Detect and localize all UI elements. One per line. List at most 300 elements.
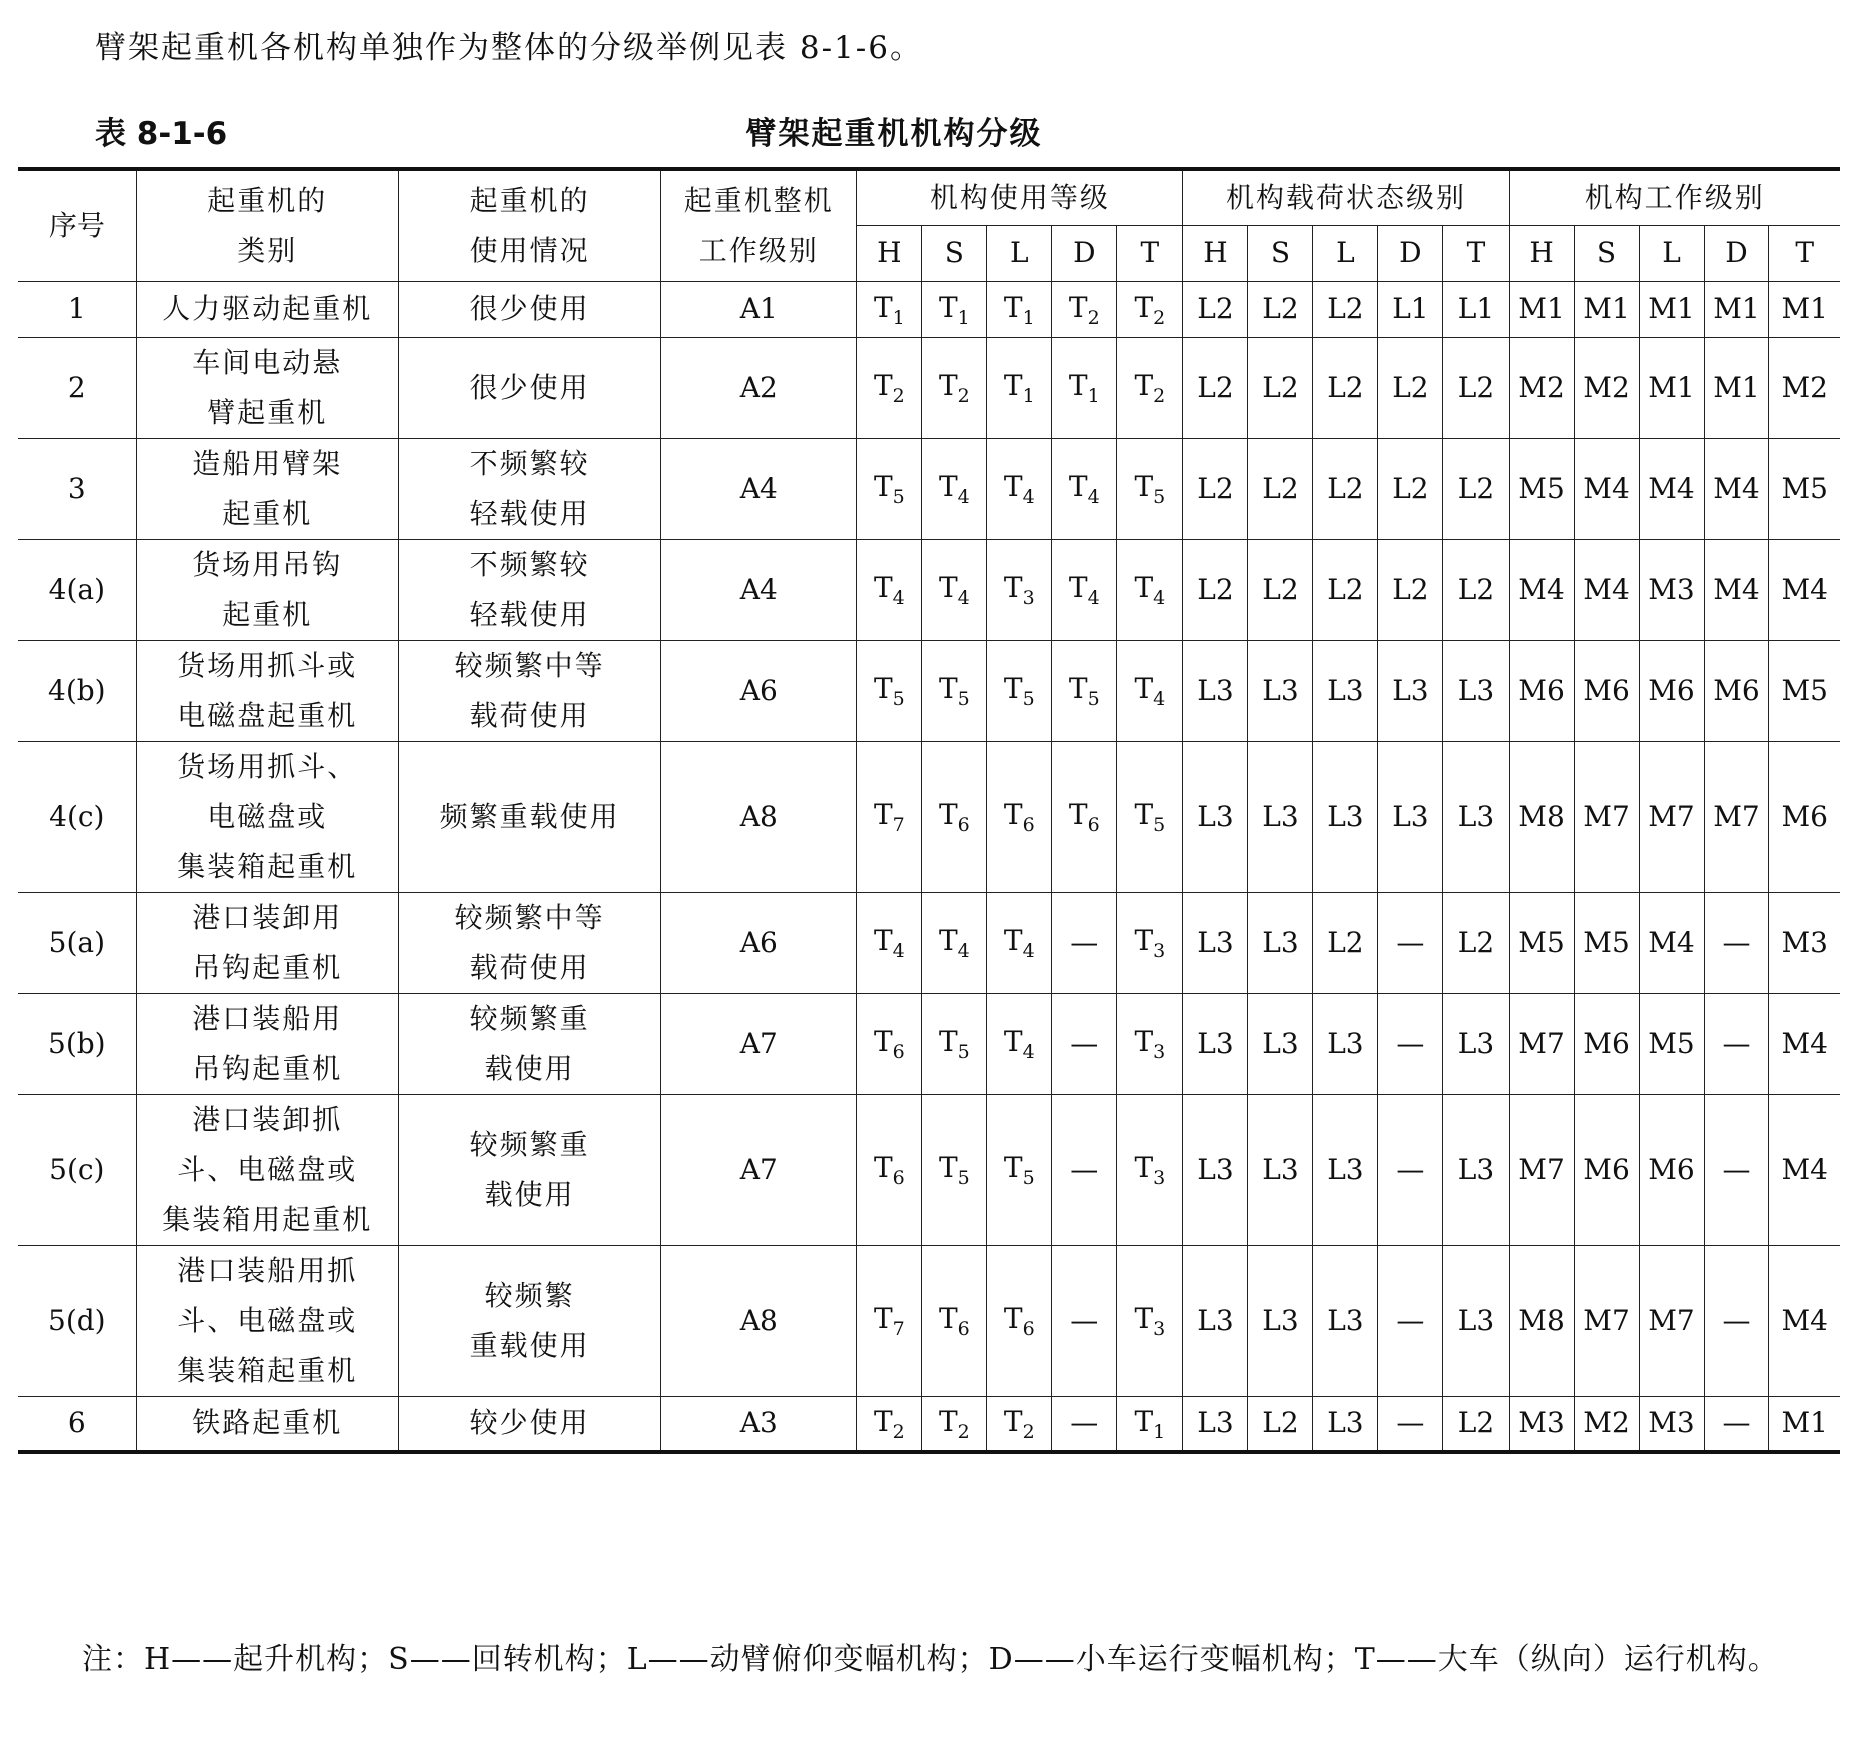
use-class-subscript: 7 <box>892 1318 905 1340</box>
row-use-class <box>987 892 1052 993</box>
table-row <box>18 337 1840 438</box>
row-load-class: L1 <box>1443 281 1509 337</box>
use-class-subscript: 4 <box>1022 940 1035 962</box>
use-class-subscript: 2 <box>1022 1420 1035 1443</box>
row-work-class: M2 <box>1769 337 1840 438</box>
row-work-class: M1 <box>1639 337 1704 438</box>
header-mechanism: S <box>1248 225 1313 281</box>
header-group-load: 机构载荷状态级别 <box>1183 169 1509 225</box>
row-use-class <box>857 337 922 438</box>
use-class-subscript: 6 <box>1022 1318 1035 1340</box>
row-work-class: M8 <box>1509 741 1574 892</box>
row-load-class: L3 <box>1183 640 1248 741</box>
row-usage-line: 较频繁重 <box>469 1127 590 1161</box>
row-category <box>136 640 398 741</box>
row-use-class <box>1052 892 1117 993</box>
use-class-subscript: 4 <box>1087 587 1100 609</box>
row-load-class: — <box>1378 1094 1443 1245</box>
row-seq: 4(c) <box>18 741 136 892</box>
row-category-line: 斗、电磁盘或 <box>177 1152 358 1186</box>
row-usage-line: 不频繁较 <box>469 446 590 480</box>
row-crane-class: A2 <box>661 337 857 438</box>
row-usage-line: 较少使用 <box>469 1406 590 1440</box>
row-use-class <box>922 640 987 741</box>
row-work-class: M4 <box>1639 892 1704 993</box>
use-class-subscript: 4 <box>957 587 970 609</box>
row-load-class: L2 <box>1443 892 1509 993</box>
use-class-letter: T <box>938 290 958 324</box>
header-mechanism: D <box>1378 225 1443 281</box>
row-load-class: L2 <box>1443 1396 1509 1452</box>
row-category-line: 集装箱起重机 <box>177 849 358 883</box>
use-class-subscript: 1 <box>1022 385 1035 407</box>
header-category-line: 类别 <box>237 233 298 267</box>
row-work-class: M8 <box>1509 1245 1574 1396</box>
use-class-subscript: 6 <box>892 1041 905 1063</box>
row-work-class: M3 <box>1639 539 1704 640</box>
row-use-class <box>1117 892 1183 993</box>
row-work-class: M4 <box>1574 438 1639 539</box>
row-work-class: M2 <box>1574 337 1639 438</box>
row-usage <box>398 741 660 892</box>
header-category <box>136 169 398 281</box>
header-mechanism: L <box>1639 225 1704 281</box>
row-work-class: M1 <box>1704 281 1769 337</box>
row-category-line: 港口装卸用 <box>192 900 343 934</box>
row-work-class: M4 <box>1769 1094 1840 1245</box>
row-work-class: M5 <box>1509 438 1574 539</box>
row-category <box>136 337 398 438</box>
row-use-class <box>857 993 922 1094</box>
row-use-class <box>857 741 922 892</box>
row-category-line: 车间电动悬 <box>192 345 343 379</box>
use-class-letter: T <box>1068 290 1088 324</box>
use-class-subscript: 6 <box>892 1167 905 1189</box>
header-mechanism: H <box>857 225 922 281</box>
row-crane-class: A3 <box>661 1396 857 1452</box>
row-load-class: L2 <box>1248 281 1313 337</box>
row-use-class <box>1117 640 1183 741</box>
row-usage <box>398 337 660 438</box>
use-class-letter: T <box>938 1025 958 1058</box>
row-work-class: M3 <box>1509 1396 1574 1452</box>
row-use-class <box>922 281 987 337</box>
row-crane-class: A4 <box>661 539 857 640</box>
use-class-letter: T <box>1003 672 1023 705</box>
row-work-class: M1 <box>1769 1396 1840 1452</box>
use-class-subscript: 4 <box>957 940 970 962</box>
row-work-class: M4 <box>1769 993 1840 1094</box>
use-class-letter: — <box>1070 1152 1099 1186</box>
row-category-line: 集装箱起重机 <box>177 1353 358 1387</box>
row-category <box>136 892 398 993</box>
row-work-class: M7 <box>1639 741 1704 892</box>
row-use-class <box>987 337 1052 438</box>
use-class-letter: T <box>938 672 958 705</box>
row-work-class: — <box>1704 1396 1769 1452</box>
header-crane-class <box>661 169 857 281</box>
row-load-class: — <box>1378 1245 1443 1396</box>
use-class-letter: T <box>1134 470 1154 503</box>
table-title: 臂架起重机机构分级 <box>745 116 1043 152</box>
row-use-class <box>1117 1094 1183 1245</box>
row-work-class: M1 <box>1639 281 1704 337</box>
row-category <box>136 1396 398 1452</box>
row-use-class <box>857 438 922 539</box>
row-usage-line: 很少使用 <box>469 370 590 404</box>
row-use-class <box>987 1245 1052 1396</box>
use-class-letter: — <box>1070 1026 1099 1060</box>
header-seq: 序号 <box>18 169 136 281</box>
use-class-subscript: 5 <box>957 1167 970 1189</box>
row-work-class: M6 <box>1769 741 1840 892</box>
row-work-class: M5 <box>1509 892 1574 993</box>
use-class-letter: T <box>1134 1151 1154 1184</box>
use-class-letter: T <box>1003 1025 1023 1058</box>
row-work-class: — <box>1704 892 1769 993</box>
row-use-class <box>857 1245 922 1396</box>
row-load-class: L3 <box>1378 741 1443 892</box>
row-usage <box>398 438 660 539</box>
row-work-class: M3 <box>1769 892 1840 993</box>
row-crane-class: A1 <box>661 281 857 337</box>
use-class-subscript: 5 <box>1087 688 1100 710</box>
row-use-class <box>1052 640 1117 741</box>
header-category-line: 起重机的 <box>207 183 328 217</box>
row-category-line: 吊钩起重机 <box>192 1051 343 1085</box>
row-use-class <box>857 539 922 640</box>
row-load-class: L3 <box>1313 993 1378 1094</box>
row-load-class: L3 <box>1313 741 1378 892</box>
use-class-subscript: 4 <box>1087 486 1100 508</box>
use-class-subscript: 6 <box>957 1318 970 1340</box>
row-seq: 5(c) <box>18 1094 136 1245</box>
header-group-work: 机构工作级别 <box>1509 169 1840 225</box>
row-category-line: 货场用抓斗、 <box>177 749 358 783</box>
row-use-class <box>987 281 1052 337</box>
row-use-class <box>1117 741 1183 892</box>
row-work-class: M5 <box>1769 640 1840 741</box>
row-work-class: M1 <box>1769 281 1840 337</box>
row-category <box>136 438 398 539</box>
use-class-letter: T <box>873 1025 893 1058</box>
row-category-line: 吊钩起重机 <box>192 950 343 984</box>
row-crane-class: A7 <box>661 1094 857 1245</box>
row-load-class: L2 <box>1378 539 1443 640</box>
row-crane-class: A8 <box>661 1245 857 1396</box>
header-mechanism: H <box>1509 225 1574 281</box>
header-mechanism: S <box>1574 225 1639 281</box>
row-load-class: L2 <box>1443 438 1509 539</box>
row-work-class: M6 <box>1509 640 1574 741</box>
table-row <box>18 892 1840 993</box>
row-category <box>136 1245 398 1396</box>
use-class-subscript: 5 <box>892 486 905 508</box>
row-work-class: M7 <box>1574 1245 1639 1396</box>
row-work-class: M2 <box>1509 337 1574 438</box>
row-work-class: M5 <box>1574 892 1639 993</box>
row-load-class: L2 <box>1183 438 1248 539</box>
row-load-class: — <box>1378 1396 1443 1452</box>
row-work-class: M5 <box>1639 993 1704 1094</box>
row-usage <box>398 539 660 640</box>
row-use-class <box>922 539 987 640</box>
row-category-line: 斗、电磁盘或 <box>177 1303 358 1337</box>
row-use-class <box>857 1396 922 1452</box>
row-work-class: M5 <box>1769 438 1840 539</box>
row-seq: 5(a) <box>18 892 136 993</box>
use-class-letter: T <box>1134 798 1154 831</box>
row-load-class: L3 <box>1248 640 1313 741</box>
use-class-letter: T <box>938 1302 958 1335</box>
row-use-class <box>922 337 987 438</box>
row-load-class: L2 <box>1183 337 1248 438</box>
row-category <box>136 539 398 640</box>
use-class-subscript: 5 <box>957 688 970 710</box>
row-load-class: L2 <box>1248 438 1313 539</box>
row-use-class <box>1052 337 1117 438</box>
row-load-class: L2 <box>1248 1396 1313 1452</box>
use-class-letter: T <box>1134 1302 1154 1335</box>
row-load-class: L3 <box>1443 1245 1509 1396</box>
row-category-line: 电磁盘起重机 <box>177 698 358 732</box>
use-class-subscript: 6 <box>957 814 970 836</box>
row-use-class <box>1052 1094 1117 1245</box>
row-load-class: L3 <box>1313 1396 1378 1452</box>
use-class-letter: T <box>873 672 893 705</box>
table-row <box>18 438 1840 539</box>
use-class-subscript: 5 <box>1022 1167 1035 1189</box>
use-class-letter: — <box>1070 1406 1099 1440</box>
header-usage-line: 使用情况 <box>469 233 590 267</box>
row-crane-class: A7 <box>661 993 857 1094</box>
row-use-class <box>1052 438 1117 539</box>
use-class-subscript: 4 <box>892 940 905 962</box>
header-mechanism: L <box>1313 225 1378 281</box>
use-class-letter: T <box>938 470 958 503</box>
use-class-subscript: 3 <box>1153 1318 1166 1340</box>
row-work-class: M2 <box>1574 1396 1639 1452</box>
row-use-class <box>987 1396 1052 1452</box>
table-row <box>18 1245 1840 1396</box>
row-work-class: M7 <box>1509 1094 1574 1245</box>
row-usage <box>398 892 660 993</box>
use-class-subscript: 5 <box>892 688 905 710</box>
row-usage-line: 重载使用 <box>469 1328 590 1362</box>
header-group-use: 机构使用等级 <box>857 169 1183 225</box>
row-work-class: M7 <box>1574 741 1639 892</box>
row-load-class: L2 <box>1443 337 1509 438</box>
row-crane-class: A8 <box>661 741 857 892</box>
use-class-letter: T <box>1003 924 1023 957</box>
row-work-class: M6 <box>1574 1094 1639 1245</box>
use-class-letter: T <box>938 369 958 402</box>
use-class-letter: T <box>1003 290 1023 324</box>
row-category-line: 货场用抓斗或 <box>177 648 358 682</box>
table-row <box>18 281 1840 337</box>
row-use-class <box>922 741 987 892</box>
row-crane-class: A6 <box>661 640 857 741</box>
row-work-class: M4 <box>1769 1245 1840 1396</box>
row-work-class: M4 <box>1769 539 1840 640</box>
use-class-subscript: 2 <box>957 1420 970 1443</box>
row-category-line: 港口装卸抓 <box>192 1102 343 1136</box>
row-work-class: M6 <box>1574 640 1639 741</box>
row-usage-line: 较频繁中等 <box>454 648 605 682</box>
row-usage-line: 不频繁较 <box>469 547 590 581</box>
row-load-class: L2 <box>1313 892 1378 993</box>
row-work-class: M4 <box>1509 539 1574 640</box>
row-load-class: L3 <box>1183 1396 1248 1452</box>
row-use-class <box>1117 539 1183 640</box>
row-seq: 6 <box>18 1396 136 1452</box>
header-mechanism: D <box>1704 225 1769 281</box>
row-load-class: L3 <box>1248 892 1313 993</box>
row-use-class <box>857 1094 922 1245</box>
row-use-class <box>922 1396 987 1452</box>
row-use-class <box>922 438 987 539</box>
use-class-subscript: 5 <box>1153 486 1166 508</box>
row-use-class <box>987 993 1052 1094</box>
row-seq: 2 <box>18 337 136 438</box>
row-usage-line: 很少使用 <box>469 292 590 325</box>
row-load-class: L2 <box>1313 539 1378 640</box>
use-class-subscript: 6 <box>1087 814 1100 836</box>
use-class-subscript: 5 <box>1022 688 1035 710</box>
header-usage-line: 起重机的 <box>469 183 590 217</box>
row-work-class: M7 <box>1704 741 1769 892</box>
row-load-class: L3 <box>1313 1245 1378 1396</box>
row-work-class: — <box>1704 1245 1769 1396</box>
row-load-class: L3 <box>1313 1094 1378 1245</box>
row-load-class: L2 <box>1183 281 1248 337</box>
row-seq: 4(a) <box>18 539 136 640</box>
row-use-class <box>1052 993 1117 1094</box>
row-use-class <box>1117 281 1183 337</box>
row-load-class: L3 <box>1443 1094 1509 1245</box>
row-category-line: 臂起重机 <box>207 395 328 429</box>
row-work-class: — <box>1704 1094 1769 1245</box>
row-use-class <box>1052 539 1117 640</box>
row-usage-line: 较频繁重 <box>469 1001 590 1035</box>
row-category-line: 集装箱用起重机 <box>162 1202 373 1236</box>
table-number: 表 8-1-6 <box>95 116 228 152</box>
header-mechanism: T <box>1443 225 1509 281</box>
row-work-class: M1 <box>1704 337 1769 438</box>
use-class-letter: T <box>1003 470 1023 503</box>
use-class-letter: T <box>1003 798 1023 831</box>
header-crane-class-line: 起重机整机 <box>683 183 834 217</box>
row-use-class <box>922 1094 987 1245</box>
use-class-letter: T <box>1003 1404 1023 1438</box>
use-class-letter: T <box>1068 571 1088 604</box>
use-class-subscript: 1 <box>1153 1420 1166 1443</box>
use-class-letter: T <box>938 924 958 957</box>
row-load-class: L3 <box>1378 640 1443 741</box>
row-load-class: — <box>1378 892 1443 993</box>
row-category <box>136 281 398 337</box>
row-load-class: L3 <box>1443 741 1509 892</box>
row-use-class <box>987 1094 1052 1245</box>
row-use-class <box>987 741 1052 892</box>
row-load-class: L3 <box>1248 1094 1313 1245</box>
use-class-subscript: 4 <box>892 587 905 609</box>
header-mechanism: H <box>1183 225 1248 281</box>
row-work-class: M1 <box>1509 281 1574 337</box>
row-work-class: M4 <box>1574 539 1639 640</box>
row-use-class <box>922 892 987 993</box>
row-category-line: 货场用吊钩 <box>192 547 343 581</box>
header-mechanism: T <box>1117 225 1183 281</box>
row-load-class: L3 <box>1183 741 1248 892</box>
use-class-letter: T <box>1003 1151 1023 1184</box>
row-work-class: M6 <box>1639 640 1704 741</box>
row-usage-line: 载使用 <box>484 1177 575 1211</box>
row-category <box>136 1094 398 1245</box>
use-class-subscript: 4 <box>957 486 970 508</box>
row-category-line: 港口装船用 <box>192 1001 343 1035</box>
use-class-letter: T <box>1003 369 1023 402</box>
use-class-letter: T <box>938 1404 958 1438</box>
row-work-class: M6 <box>1639 1094 1704 1245</box>
use-class-subscript: 1 <box>1022 306 1035 329</box>
row-work-class: M7 <box>1639 1245 1704 1396</box>
table-row <box>18 993 1840 1094</box>
use-class-letter: T <box>873 924 893 957</box>
row-use-class <box>1052 1245 1117 1396</box>
use-class-subscript: 3 <box>1022 587 1035 609</box>
row-load-class: L3 <box>1183 1094 1248 1245</box>
row-use-class <box>1117 337 1183 438</box>
row-category <box>136 741 398 892</box>
use-class-letter: T <box>1134 924 1154 957</box>
use-class-subscript: 1 <box>957 306 970 329</box>
table-row <box>18 1094 1840 1245</box>
row-use-class <box>1117 1396 1183 1452</box>
use-class-subscript: 4 <box>1153 688 1166 710</box>
use-class-subscript: 5 <box>1153 814 1166 836</box>
row-load-class: L3 <box>1183 892 1248 993</box>
row-load-class: L2 <box>1248 337 1313 438</box>
row-usage-line: 载荷使用 <box>469 698 590 732</box>
row-load-class: L3 <box>1248 993 1313 1094</box>
row-usage-line: 轻载使用 <box>469 597 590 631</box>
table-row <box>18 741 1840 892</box>
row-category-line: 铁路起重机 <box>192 1406 343 1440</box>
row-usage-line: 载使用 <box>484 1051 575 1085</box>
row-work-class: M7 <box>1509 993 1574 1094</box>
row-usage <box>398 1094 660 1245</box>
use-class-letter: T <box>1134 672 1154 705</box>
use-class-letter: T <box>1134 369 1154 402</box>
row-use-class <box>922 1245 987 1396</box>
row-use-class <box>1052 281 1117 337</box>
row-usage <box>398 1396 660 1452</box>
table-row <box>18 640 1840 741</box>
row-seq: 5(d) <box>18 1245 136 1396</box>
use-class-letter: T <box>1134 290 1154 324</box>
row-seq: 4(b) <box>18 640 136 741</box>
use-class-letter: T <box>1003 1302 1023 1335</box>
table-row <box>18 539 1840 640</box>
row-seq: 1 <box>18 281 136 337</box>
row-work-class: — <box>1704 993 1769 1094</box>
row-use-class <box>987 438 1052 539</box>
use-class-letter: T <box>873 1302 893 1335</box>
row-work-class: M4 <box>1639 438 1704 539</box>
row-load-class: L2 <box>1248 539 1313 640</box>
row-usage-line: 载荷使用 <box>469 950 590 984</box>
